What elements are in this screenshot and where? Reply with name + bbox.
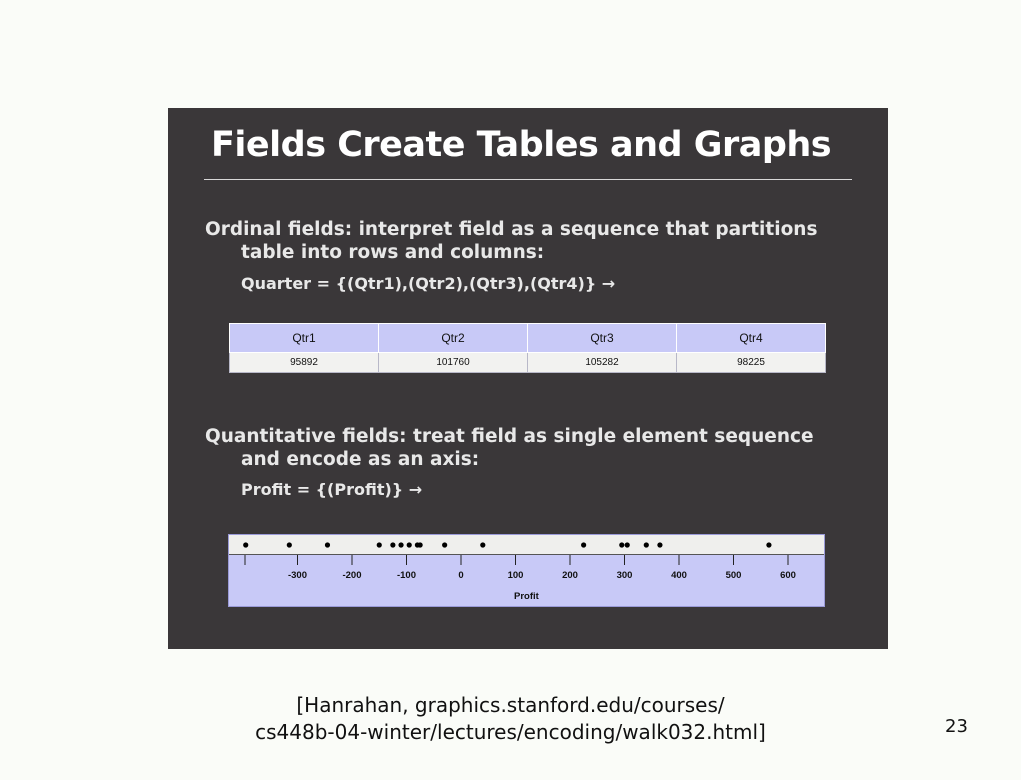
slide-panel <box>168 108 888 649</box>
data-point <box>287 542 292 547</box>
table-header-cell: Qtr2 <box>379 324 528 353</box>
table-header-row <box>230 324 826 353</box>
quarter-formula: Quarter = {(Qtr1),(Qtr2),(Qtr3),(Qtr4)} → <box>241 274 616 293</box>
table-cell: 101760 <box>379 352 528 372</box>
table-header-cell: Qtr1 <box>230 324 379 353</box>
data-point <box>390 542 395 547</box>
data-point <box>480 542 485 547</box>
data-point <box>581 542 586 547</box>
ordinal-bullet <box>205 218 845 264</box>
table-cell: 95892 <box>230 352 379 372</box>
profit-axis-svg <box>229 535 824 606</box>
citation <box>0 692 1021 746</box>
table-cell: 98225 <box>677 352 826 372</box>
title-divider <box>204 179 852 180</box>
data-point <box>644 542 649 547</box>
ordinal-bullet-line1: Ordinal fields: interpret field as a sequence that partitions <box>205 219 818 240</box>
data-point <box>407 542 412 547</box>
data-point <box>398 542 403 547</box>
data-point <box>442 542 447 547</box>
tick-label: 400 <box>671 570 687 581</box>
table-header-cell: Qtr3 <box>528 324 677 353</box>
citation-line2: cs448b-04-winter/lectures/encoding/walk032.html] <box>255 720 766 744</box>
data-point <box>619 542 624 547</box>
table-row <box>230 352 826 372</box>
data-point <box>243 542 248 547</box>
tick-label: -100 <box>396 570 417 581</box>
dot-strip <box>229 535 824 554</box>
ordinal-bullet-line2: table into rows and columns: <box>241 242 545 263</box>
tick-label: 600 <box>780 570 796 581</box>
profit-axis-chart <box>228 534 825 607</box>
quantitative-bullet-line1: Quantitative fields: treat field as single element sequence <box>205 426 814 447</box>
table-header-cell: Qtr4 <box>677 324 826 353</box>
quantitative-bullet <box>205 425 845 471</box>
table-cell: 105282 <box>528 352 677 372</box>
quarter-table <box>229 323 826 373</box>
x-axis-label: Profit <box>513 591 539 602</box>
citation-line1: [Hanrahan, graphics.stanford.edu/courses/ <box>296 693 725 717</box>
data-point <box>418 542 423 547</box>
data-point <box>657 542 662 547</box>
quantitative-bullet-line2: and encode as an axis: <box>241 449 480 470</box>
tick-label: 500 <box>725 570 742 581</box>
data-point <box>325 542 330 547</box>
data-point <box>377 542 382 547</box>
data-point <box>766 542 771 547</box>
page-number: 23 <box>945 716 968 737</box>
tick-label: 100 <box>507 570 524 581</box>
tick-label: 0 <box>458 570 464 581</box>
slide-title: Fields Create Tables and Graphs <box>211 125 832 165</box>
data-point <box>625 542 630 547</box>
profit-formula: Profit = {(Profit)} → <box>241 480 423 499</box>
tick-label: 200 <box>562 570 578 581</box>
tick-label: -300 <box>287 570 308 581</box>
tick-label: -200 <box>342 570 362 581</box>
tick-label: 300 <box>616 570 633 581</box>
